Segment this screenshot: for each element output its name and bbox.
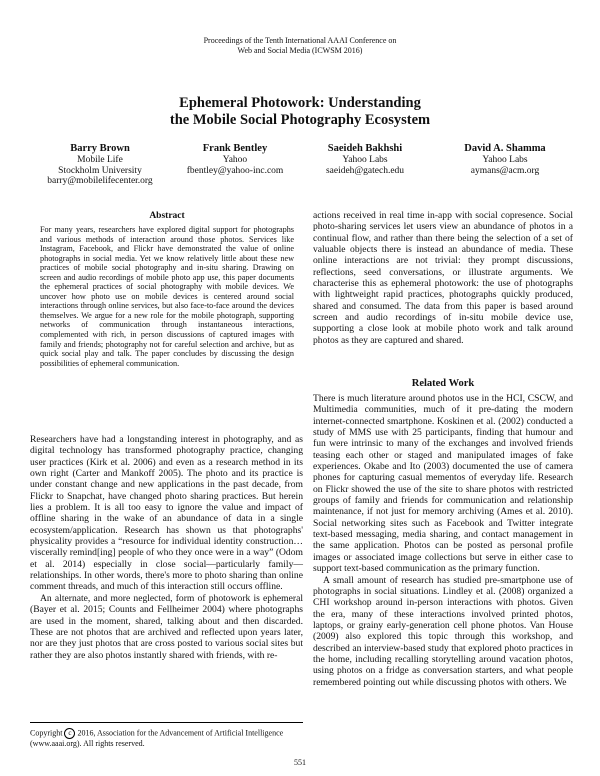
author-email: fbentley@yahoo-inc.com <box>186 165 284 176</box>
abstract-text: For many years, researchers have explored digital support for photographs and various methods of interaction around those photos. Services like Instagram, Facebook, and Flickr have demonstrated the value of online photographs in social media. Yet we know relatively little about these new practices of mobile social photography and in-situ sharing. Drawing on screen and audio recordings of mobile photo app use, this paper documents the ephemeral practices of social photography with mobile devices. We uncover how photo use on mobile devices is centered around social interactions through online services, but also face-to-face around the devices themselves. We argue for a new role for the mobile photograph, supporting networks of communication through instantaneous interactions, complemented with rich, in person discussions of captured images with family and friends; photography not for careful selection and archive, but as quick social play and talk. The paper concludes by discussing the design possibilities of ephemeral communication. <box>40 225 294 368</box>
author-affiliation: Stockholm University <box>58 165 142 176</box>
author-affiliation: Yahoo Labs <box>482 155 528 165</box>
right-column-continuation <box>313 210 573 346</box>
right-paragraph-1: actions received in real time in-app with social copresence. Social photo-sharing services let users view an abundance of photos in a continual flow, and rather than there being the selection of a set of valuable objects there is instead an abundance of media. These online interactions are not trivial: they prompt discussions, reflections, seed conversations, or illustrate arguments. We characterise this as ephemeral photowork: the use of photographs with lightweight rapid practices, photographs quickly produced, shared and consumed. The data from this paper is based around screen and audio recordings of in-situ mobile device use, supporting a close look at mobile photo work and talk around photos as they are captured and shared. <box>313 210 573 346</box>
proceedings-line-1: Proceedings of the Tenth International AAAI Conference on <box>203 36 397 45</box>
author-affiliation: Yahoo Labs <box>342 155 388 165</box>
related-work-heading: Related Work <box>411 378 475 389</box>
related-paragraph-1: There is much literature around photos use in the HCI, CSCW, and Multimedia communities, much of it pre-dating the modern internet-connected smartphone. Koskinen et al. (2002) conducted a study of MMS use with 25 participants, finding that humour and fun were intrinsic to many of the exchanges and involved friends teasing each other or staged and manipulated images of fake experiences. Okabe and Ito (2003) documented the use of camera phones for capturing casual mementos of everyday life. Research on Flickr showed the use of the site to share photos with restricted groups of family and friends for communication and relationship maintenance, if not just for memory archiving (Ames et al. 2010). Social networking sites such as Facebook and Twitter integrate text-based messaging, media sharing, and contact management in the same application. Photos can be posted as personal profile images or associated image collections but serve in either case to support text-based communication as the primary function. <box>313 393 573 575</box>
author-name: Barry Brown <box>70 143 130 154</box>
title-line-2: the Mobile Social Photography Ecosystem <box>169 112 431 128</box>
title-line-1: Ephemeral Photowork: Understanding <box>179 95 421 111</box>
author-affiliation: Mobile Life <box>77 155 123 165</box>
author-email: barry@mobilelifecenter.org <box>47 176 153 186</box>
related-paragraph-2: A small amount of research has studied pre-smartphone use of photographs in social situations. Lindley et al. (2008) organized a CHI workshop around in-person interactions with photos. Given the era, many of these interactions involved printed photos, laptops, or grainy early-generation cell phone photos. Van House (2009) also explored this topic through this workshop, and described an interview-based study that explored photo practices in the home, including recalling storytelling around vacation photos, using photos on a fridge as conversation starters, and what people remembered pointing out while discussing photos with others. We <box>313 574 573 688</box>
author-name: Frank Bentley <box>202 143 268 154</box>
author-block <box>430 143 580 176</box>
copyright-notice <box>30 722 303 749</box>
author-block <box>168 143 302 176</box>
proceedings-header <box>0 36 600 56</box>
introduction-column <box>30 434 303 661</box>
related-work-column <box>313 393 573 688</box>
copyright-text: 2016, Association for the Advancement of Artificial Intelligence (www.aaai.org). All rights reserved. <box>30 728 284 748</box>
paper-title <box>0 95 600 129</box>
author-block <box>30 143 170 187</box>
intro-paragraph-2: An alternate, and more neglected, form of photowork is ephemeral (Bayer et al. 2015; Counts and Fellheimer 2004) where photographs are used in the moment, shared, talking about and then discarded. These are not photos that are archived and reflected upon years later, nor are they just photos that are cross posted to various social sites but rather they are also photos instantly shared with friends, with re- <box>30 592 303 661</box>
copyright-symbol-icon: c <box>64 728 75 739</box>
author-block <box>300 143 430 176</box>
page-number: 551 <box>294 758 306 767</box>
author-affiliation: Yahoo <box>222 155 248 165</box>
proceedings-line-2: Web and Social Media (ICWSM 2016) <box>237 46 363 55</box>
author-email: saeideh@gatech.edu <box>325 165 405 176</box>
author-email: aymans@acm.org <box>470 165 540 176</box>
author-name: Saeideh Bakhshi <box>327 143 403 154</box>
author-name: David A. Shamma <box>464 143 546 154</box>
copyright-prefix: Copyright <box>30 728 63 738</box>
intro-paragraph-1: Researchers have had a longstanding interest in photography, and as digital technology has transformed photography practice, changing user practices (Kirk et al. 2006) and even as a research method in its own right (Carter and Mankoff 2005). The photo and its practice is under constant change and new applications in the past decade, from Flickr to Snapchat, have changed photo sharing practices. But herein lies a problem. It is all too easy to ignore the value and impact of offline sharing in the wake of an abundance of data in a single ecosystem/application. Research has shown us that photographs' physicality provides a “resource for individual identity construction… viscerally remind[ing] people of who they once were in a way” (Odom et al. 2014) especially in close social—particularly family—relationships. In other words, there's more to photo sharing than online comment threads, and much of this interaction still occurs offline. <box>30 434 303 593</box>
abstract-heading: Abstract <box>149 211 185 221</box>
